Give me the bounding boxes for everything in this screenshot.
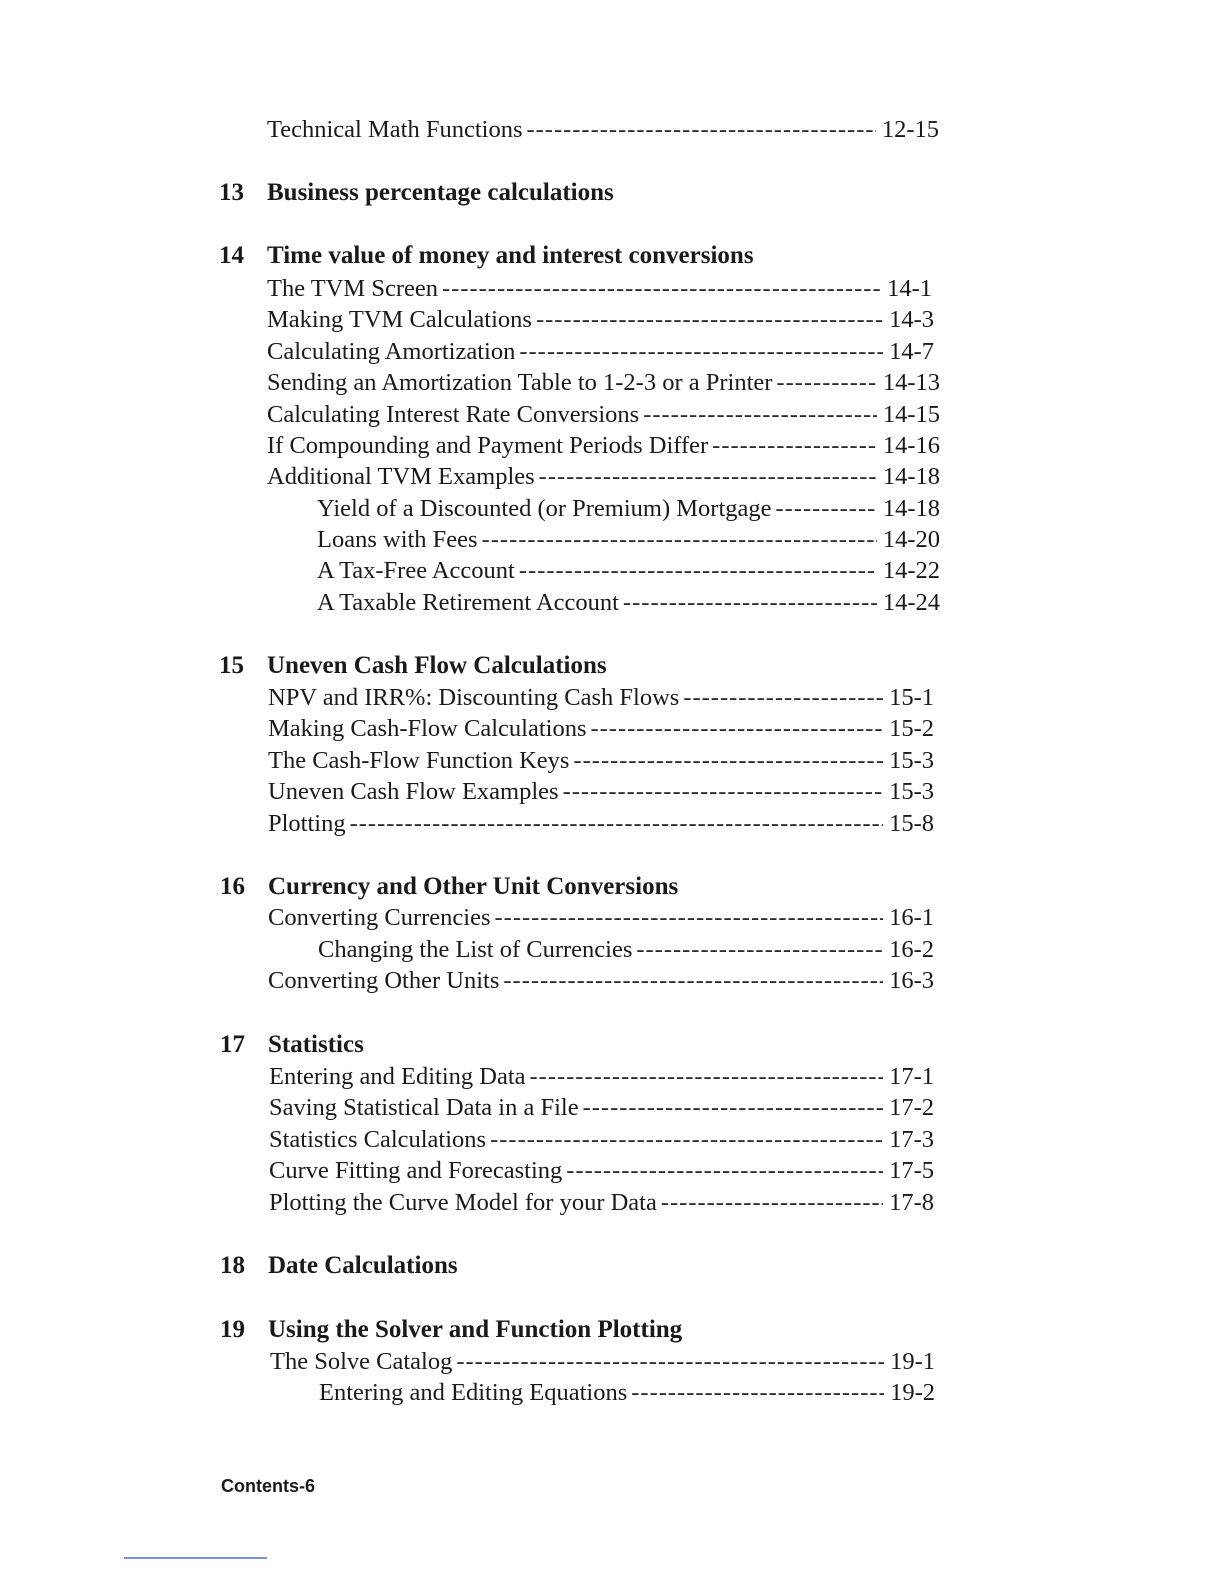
chapter-number: 16	[220, 873, 245, 900]
toc-entry-page: 15-8	[889, 810, 934, 837]
toc-entry-label: Changing the List of Currencies	[318, 936, 633, 963]
dot-leader	[503, 965, 883, 997]
toc-subentry[interactable]	[319, 1377, 935, 1409]
toc-entry-page: 14-13	[882, 369, 940, 396]
dot-leader	[519, 555, 877, 587]
toc-entry-label: Technical Math Functions	[267, 116, 523, 143]
dot-leader	[530, 1061, 884, 1093]
toc-subentry[interactable]	[317, 493, 940, 525]
dot-leader	[776, 493, 877, 525]
toc-entry[interactable]	[267, 461, 940, 493]
dot-leader	[590, 713, 883, 745]
dot-leader	[661, 1187, 883, 1219]
toc-entry-label: Making Cash-Flow Calculations	[268, 715, 587, 742]
toc-entry[interactable]	[267, 430, 940, 462]
chapter-number: 17	[220, 1031, 245, 1058]
dot-leader	[526, 114, 875, 146]
chapter-heading-18[interactable]	[220, 1250, 940, 1282]
toc-entry-label: Calculating Amortization	[267, 338, 516, 365]
toc-entry-label: Plotting	[268, 810, 346, 837]
toc-entry[interactable]	[269, 1092, 934, 1124]
dot-leader	[643, 399, 877, 431]
toc-entry-page: 15-3	[889, 747, 934, 774]
dot-leader	[490, 1124, 883, 1156]
chapter-title: Business percentage calculations	[267, 179, 614, 206]
toc-entry-label: A Tax-Free Account	[317, 557, 515, 584]
toc-entry[interactable]	[268, 682, 934, 714]
toc-entry-label: Uneven Cash Flow Examples	[268, 778, 559, 805]
toc-entry[interactable]	[270, 1346, 935, 1378]
dot-leader	[442, 273, 881, 305]
dot-leader	[350, 808, 883, 840]
dot-leader	[712, 430, 877, 462]
chapter-heading-17[interactable]	[220, 1029, 940, 1061]
toc-entry-page: 15-1	[889, 684, 934, 711]
toc-entry-page: 14-18	[882, 463, 940, 490]
toc-entry-label: The TVM Screen	[267, 275, 438, 302]
toc-subentry[interactable]	[317, 555, 940, 587]
dot-leader	[482, 524, 877, 556]
toc-entry-page: 16-1	[889, 904, 934, 931]
chapter-title: Statistics	[268, 1031, 364, 1058]
chapter-heading-19[interactable]	[220, 1314, 940, 1346]
toc-entry-page: 14-20	[882, 526, 940, 553]
toc-entry-label: The Solve Catalog	[270, 1348, 453, 1375]
toc-subentry[interactable]	[317, 524, 940, 556]
toc-entry[interactable]	[268, 776, 934, 808]
toc-entry[interactable]	[267, 304, 934, 336]
toc-entry-label: If Compounding and Payment Periods Differ	[267, 432, 709, 459]
toc-entry-page: 17-8	[889, 1189, 934, 1216]
dot-leader	[495, 902, 884, 934]
dot-leader	[563, 776, 884, 808]
toc-entry-page: 16-3	[889, 967, 934, 994]
bottom-rule-line	[124, 1557, 267, 1559]
toc-entry-label: Making TVM Calculations	[267, 306, 532, 333]
toc-entry-label: The Cash-Flow Function Keys	[268, 747, 570, 774]
chapter-number: 19	[220, 1316, 245, 1343]
toc-entry-label: NPV and IRR%: Discounting Cash Flows	[268, 684, 680, 711]
chapter-heading-14[interactable]	[219, 240, 939, 272]
toc-entry-label: Entering and Editing Data	[269, 1063, 526, 1090]
toc-entry-page: 14-15	[882, 401, 940, 428]
toc-entry-page: 14-22	[882, 557, 940, 584]
toc-entry-page: 16-2	[889, 936, 934, 963]
toc-entry[interactable]	[267, 336, 934, 368]
toc-entry[interactable]	[267, 114, 939, 146]
chapter-heading-13[interactable]	[219, 177, 939, 209]
chapter-title: Currency and Other Unit Conversions	[268, 873, 679, 900]
dot-leader	[776, 367, 876, 399]
toc-entry[interactable]	[267, 367, 940, 399]
chapter-number: 13	[219, 179, 244, 206]
dot-leader	[631, 1377, 884, 1409]
toc-entry-label: Plotting the Curve Model for your Data	[269, 1189, 657, 1216]
toc-entry-page: 14-1	[887, 275, 932, 302]
dot-leader	[539, 461, 877, 493]
toc-entry-label: Loans with Fees	[317, 526, 478, 553]
toc-entry-label: Sending an Amortization Table to 1-2-3 or a Printer	[267, 369, 773, 396]
chapter-title: Using the Solver and Function Plotting	[268, 1316, 683, 1343]
toc-entry-label: Converting Other Units	[268, 967, 500, 994]
dot-leader	[456, 1346, 884, 1378]
chapter-heading-15[interactable]	[219, 650, 939, 682]
toc-entry-page: 14-18	[882, 495, 940, 522]
toc-entry-label: Entering and Editing Equations	[319, 1379, 628, 1406]
dot-leader	[683, 682, 883, 714]
toc-entry[interactable]	[269, 1061, 934, 1093]
toc-entry-label: Converting Currencies	[268, 904, 491, 931]
toc-entry-label: Calculating Interest Rate Conversions	[267, 401, 640, 428]
toc-entry-page: 15-2	[889, 715, 934, 742]
toc-entry-page: 17-2	[889, 1094, 934, 1121]
toc-entry[interactable]	[268, 808, 934, 840]
chapter-number: 15	[219, 652, 244, 679]
chapter-number: 18	[220, 1252, 245, 1279]
toc-entry-page: 14-24	[882, 589, 940, 616]
toc-entry-page: 17-1	[889, 1063, 934, 1090]
toc-entry-label: Saving Statistical Data in a File	[269, 1094, 579, 1121]
toc-entry-page: 12-15	[881, 116, 939, 143]
toc-entry[interactable]	[269, 1187, 934, 1219]
toc-entry-label: Additional TVM Examples	[267, 463, 535, 490]
dot-leader	[583, 1092, 883, 1124]
chapter-heading-16[interactable]	[220, 871, 940, 903]
toc-entry[interactable]	[268, 965, 934, 997]
toc-entry[interactable]	[268, 902, 934, 934]
toc-entry-label: Statistics Calculations	[269, 1126, 487, 1153]
toc-entry-label: Curve Fitting and Forecasting	[269, 1157, 563, 1184]
toc-entry[interactable]	[267, 399, 940, 431]
page-footer: Contents-6	[221, 1476, 315, 1496]
toc-subentry[interactable]	[317, 587, 940, 619]
chapter-title: Uneven Cash Flow Calculations	[267, 652, 607, 679]
toc-entry[interactable]	[269, 1124, 934, 1156]
chapter-title: Date Calculations	[268, 1252, 458, 1279]
toc-subentry[interactable]	[318, 934, 934, 966]
toc-entry[interactable]	[268, 745, 934, 777]
dot-leader	[636, 934, 883, 966]
toc-entry[interactable]	[268, 713, 934, 745]
toc-entry-page: 14-16	[882, 432, 940, 459]
toc-entry-page: 15-3	[889, 778, 934, 805]
toc-entry-label: A Taxable Retirement Account	[317, 589, 619, 616]
dot-leader	[573, 745, 883, 777]
toc-entry-page: 17-3	[889, 1126, 934, 1153]
chapter-title: Time value of money and interest conversions	[267, 242, 754, 269]
toc-entry-page: 19-1	[890, 1348, 935, 1375]
toc-entry-page: 14-7	[889, 338, 934, 365]
dot-leader	[536, 304, 883, 336]
toc-entry-page: 17-5	[889, 1157, 934, 1184]
toc-entry[interactable]	[269, 1155, 934, 1187]
dot-leader	[519, 336, 883, 368]
toc-entry-page: 14-3	[889, 306, 934, 333]
dot-leader	[623, 587, 877, 619]
toc-entry-label: Yield of a Discounted (or Premium) Mortgage	[317, 495, 772, 522]
dot-leader	[566, 1155, 883, 1187]
toc-entry[interactable]	[267, 273, 932, 305]
toc-entry-page: 19-2	[890, 1379, 935, 1406]
chapter-number: 14	[219, 242, 244, 269]
